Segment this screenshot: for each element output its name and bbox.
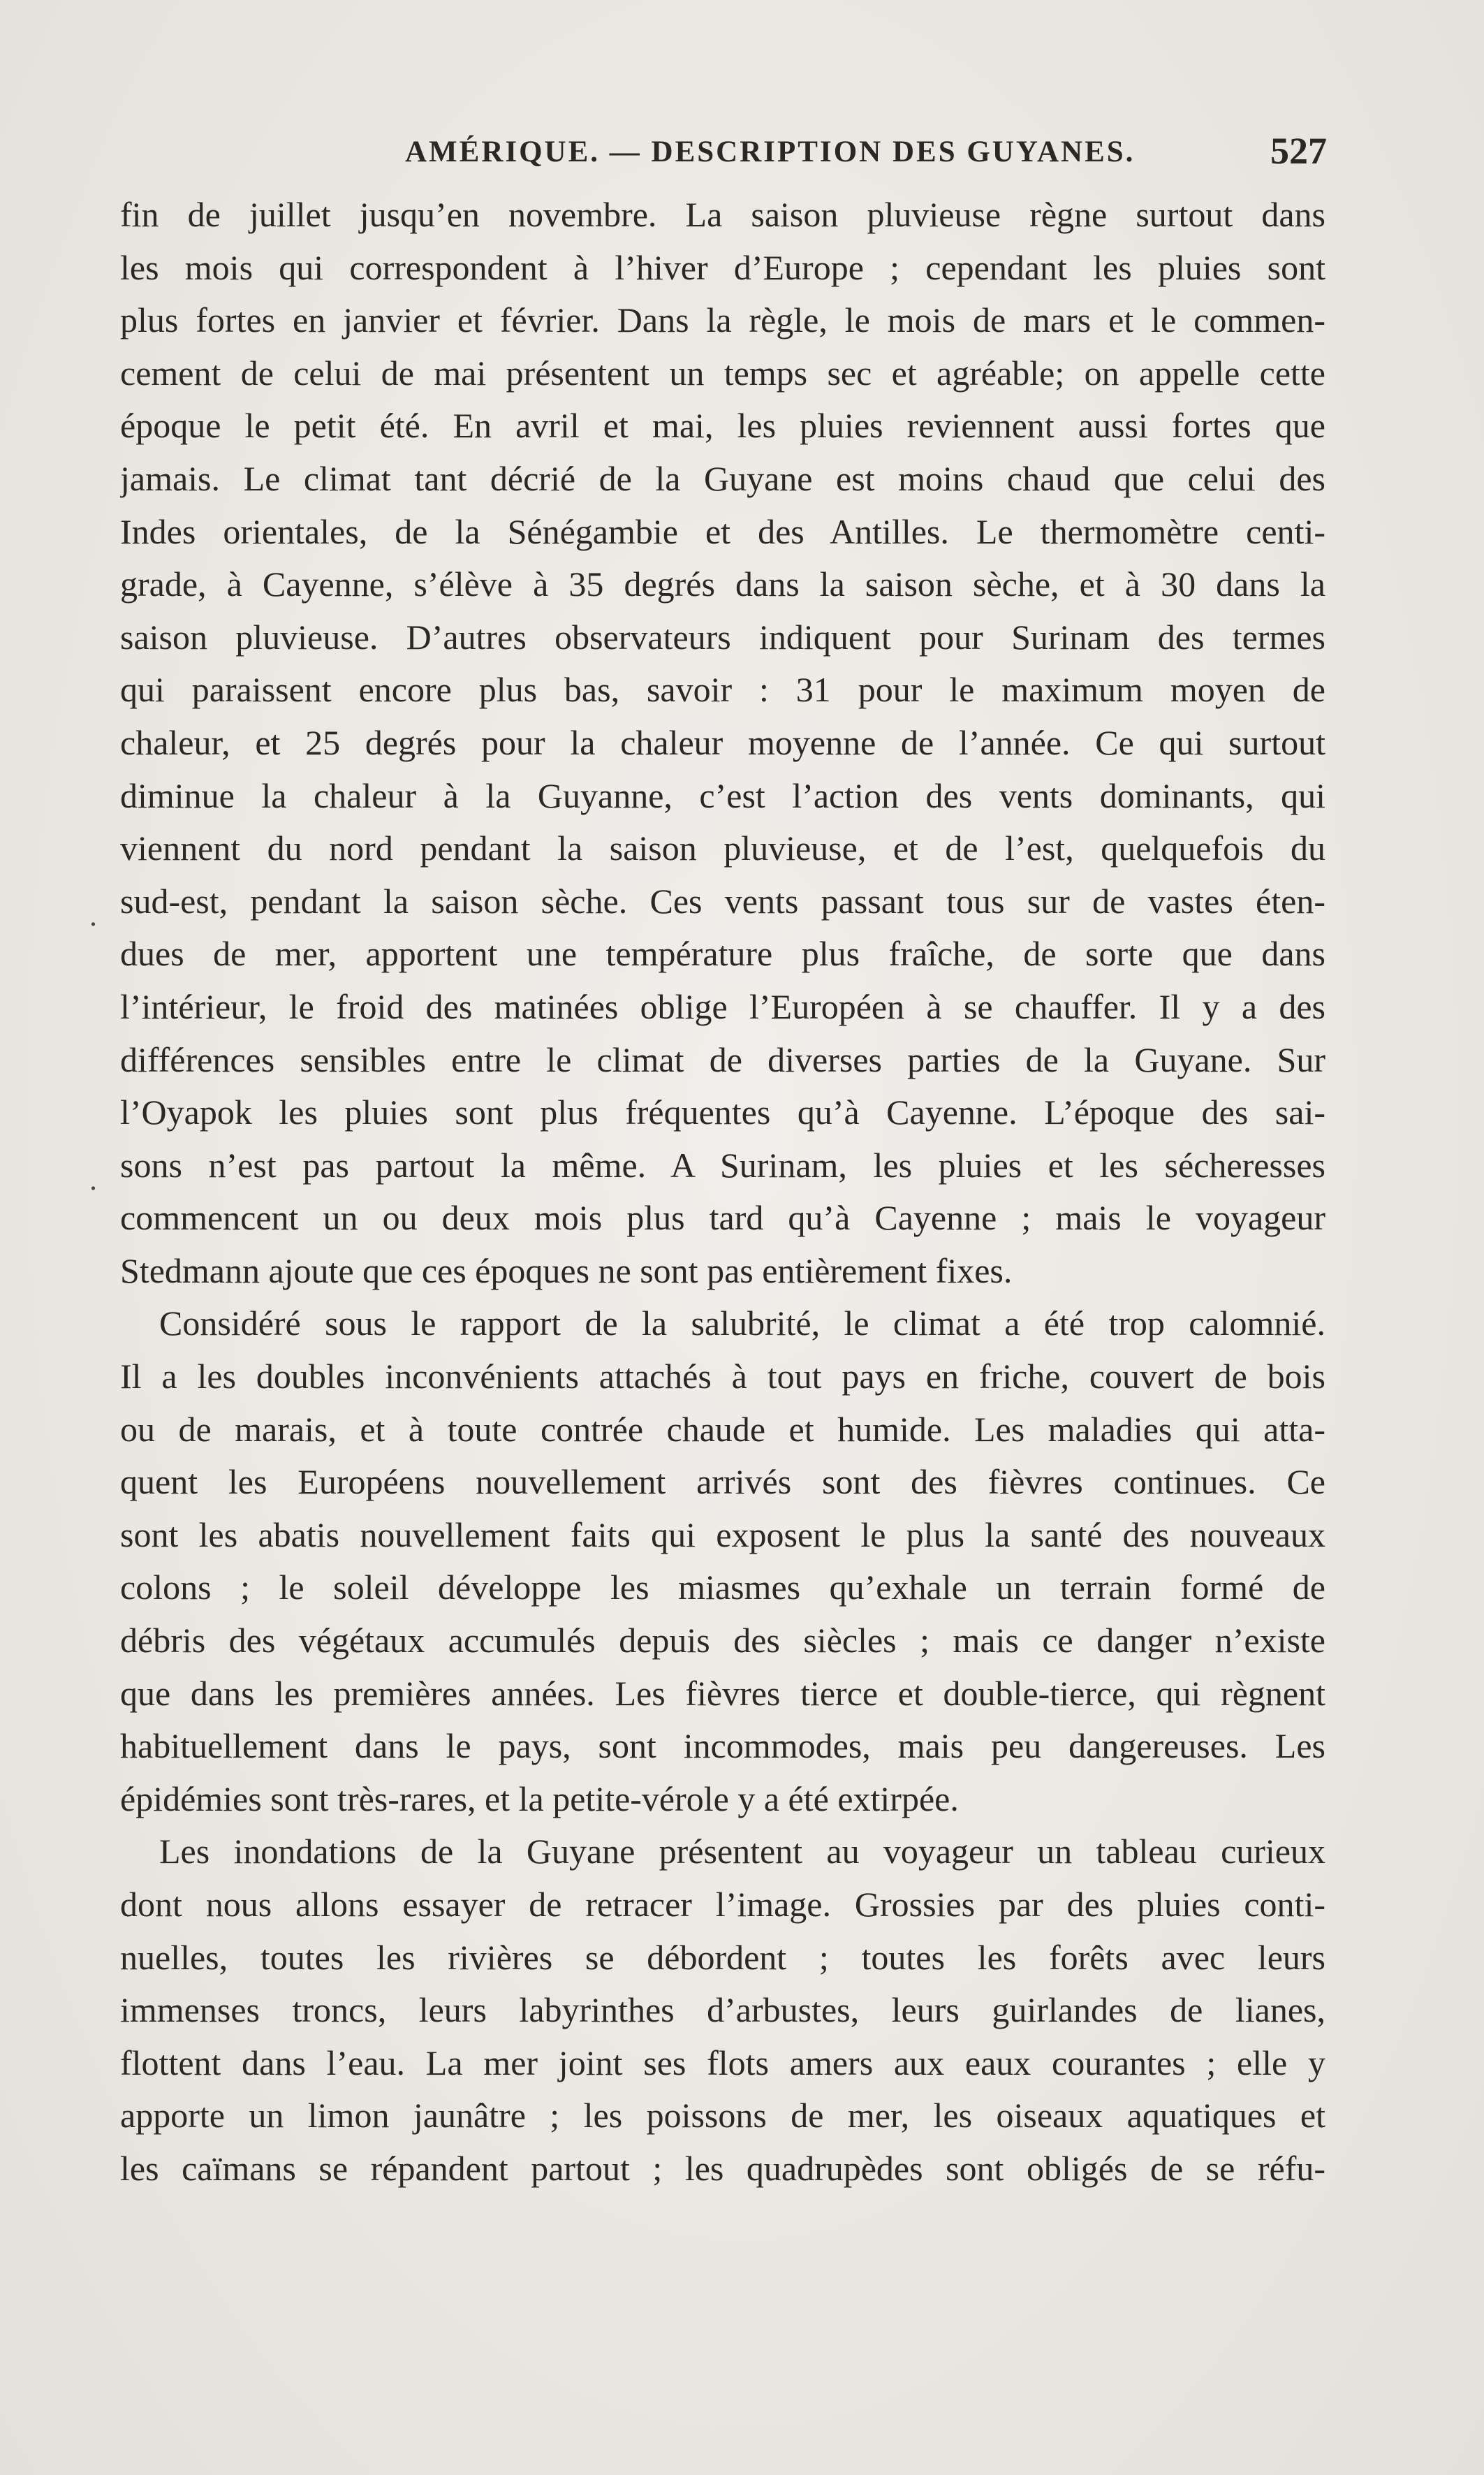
text-line: habituellement dans le pays, sont incommodes, mais peu dangereuses. Les <box>120 1726 1325 1766</box>
text-line: colons ; le soleil développe les miasmes qu’exhale un terrain formé de <box>120 1568 1325 1607</box>
text-line: commencent un ou deux mois plus tard qu’à Cayenne ; mais le voyageur <box>120 1198 1325 1238</box>
text-line: Stedmann ajoute que ces époques ne sont pas entièrement fixes. <box>120 1250 1013 1290</box>
text-line: dues de mer, apportent une température plus fraîche, de sorte que dans <box>120 934 1325 974</box>
text-line: fin de juillet jusqu’en novembre. La saison pluvieuse règne surtout dans <box>120 195 1325 234</box>
running-head <box>119 129 1327 178</box>
text-line: saison pluvieuse. D’autres observateurs indiquent pour Surinam des termes <box>120 617 1325 657</box>
text-line: sons n’est pas partout la même. A Surinam, les pluies et les sécheresses <box>120 1145 1325 1185</box>
text-line: débris des végétaux accumulés depuis des siècles ; mais ce danger n’existe <box>120 1621 1325 1660</box>
text-line: épidémies sont très-rares, et la petite-vérole y a été extirpée. <box>120 1779 959 1818</box>
text-line: Indes orientales, de la Sénégambie et des Antilles. Le thermomètre centi- <box>120 511 1325 551</box>
text-line: plus fortes en janvier et février. Dans la règle, le mois de mars et le commen- <box>120 300 1325 340</box>
text-line: viennent du nord pendant la saison pluvieuse, et de l’est, quelquefois du <box>120 828 1325 868</box>
text-line: ou de marais, et à toute contrée chaude et humide. Les maladies qui atta- <box>120 1409 1325 1449</box>
margin-dot: . <box>89 898 97 933</box>
text-line: qui paraissent encore plus bas, savoir : 31 pour le maximum moyen de <box>120 670 1325 710</box>
body-text <box>120 189 1325 2196</box>
text-line: diminue la chaleur à la Guyanne, c’est l’action des vents dominants, qui <box>120 775 1325 815</box>
text-line: sud-est, pendant la saison sèche. Ces vents passant tous sur de vastes éten- <box>120 881 1325 921</box>
text-line: époque le petit été. En avril et mai, les pluies reviennent aussi fortes que <box>120 406 1325 446</box>
text-line: jamais. Le climat tant décrié de la Guyane est moins chaud que celui des <box>120 458 1325 498</box>
text-line: grade, à Cayenne, s’élève à 35 degrés dans la saison sèche, et à 30 dans la <box>120 564 1325 604</box>
text-line: l’Oyapok les pluies sont plus fréquentes qu’à Cayenne. L’époque des sai- <box>120 1093 1325 1132</box>
running-title: AMÉRIQUE. — DESCRIPTION DES GUYANES. <box>405 136 1136 168</box>
margin-dot: . <box>89 1162 97 1197</box>
text-line: nuelles, toutes les rivières se débordent ; toutes les forêts avec leurs <box>120 1937 1325 1977</box>
text-line: cement de celui de mai présentent un temps sec et agréable; on appelle cette <box>120 353 1325 393</box>
paragraph-start: Considéré sous le rapport de la salubrité, le climat a été trop calomnié. <box>159 1304 1325 1343</box>
text-line: chaleur, et 25 degrés pour la chaleur moyenne de l’année. Ce qui surtout <box>120 722 1325 762</box>
page-number: 527 <box>1270 130 1327 172</box>
paragraph-start: Les inondations de la Guyane présentent au voyageur un tableau curieux <box>159 1832 1325 1871</box>
text-line: dont nous allons essayer de retracer l’image. Grossies par des pluies conti- <box>120 1885 1325 1924</box>
text-line: différences sensibles entre le climat de diverses parties de la Guyane. Sur <box>120 1039 1325 1079</box>
text-line: Il a les doubles inconvénients attachés à tout pays en friche, couvert de bois <box>120 1357 1325 1396</box>
text-line: apporte un limon jaunâtre ; les poissons de mer, les oiseaux aquatiques et <box>120 2096 1325 2135</box>
text-line: quent les Européens nouvellement arrivés sont des fièvres continues. Ce <box>120 1462 1325 1502</box>
text-line: que dans les premières années. Les fièvres tierce et double-tierce, qui règnent <box>120 1673 1325 1713</box>
text-line: sont les abatis nouvellement faits qui exposent le plus la santé des nouveaux <box>120 1514 1325 1554</box>
text-line: les mois qui correspondent à l’hiver d’Europe ; cependant les pluies sont <box>120 247 1325 287</box>
text-line: immenses troncs, leurs labyrinthes d’arbustes, leurs guirlandes de lianes, <box>120 1990 1325 2030</box>
text-line: l’intérieur, le froid des matinées oblige l’Européen à se chauffer. Il y a des <box>120 986 1325 1026</box>
text-line: flottent dans l’eau. La mer joint ses flots amers aux eaux courantes ; elle y <box>120 2043 1325 2082</box>
text-line: les caïmans se répandent partout ; les quadrupèdes sont obligés de se réfu- <box>120 2148 1325 2188</box>
